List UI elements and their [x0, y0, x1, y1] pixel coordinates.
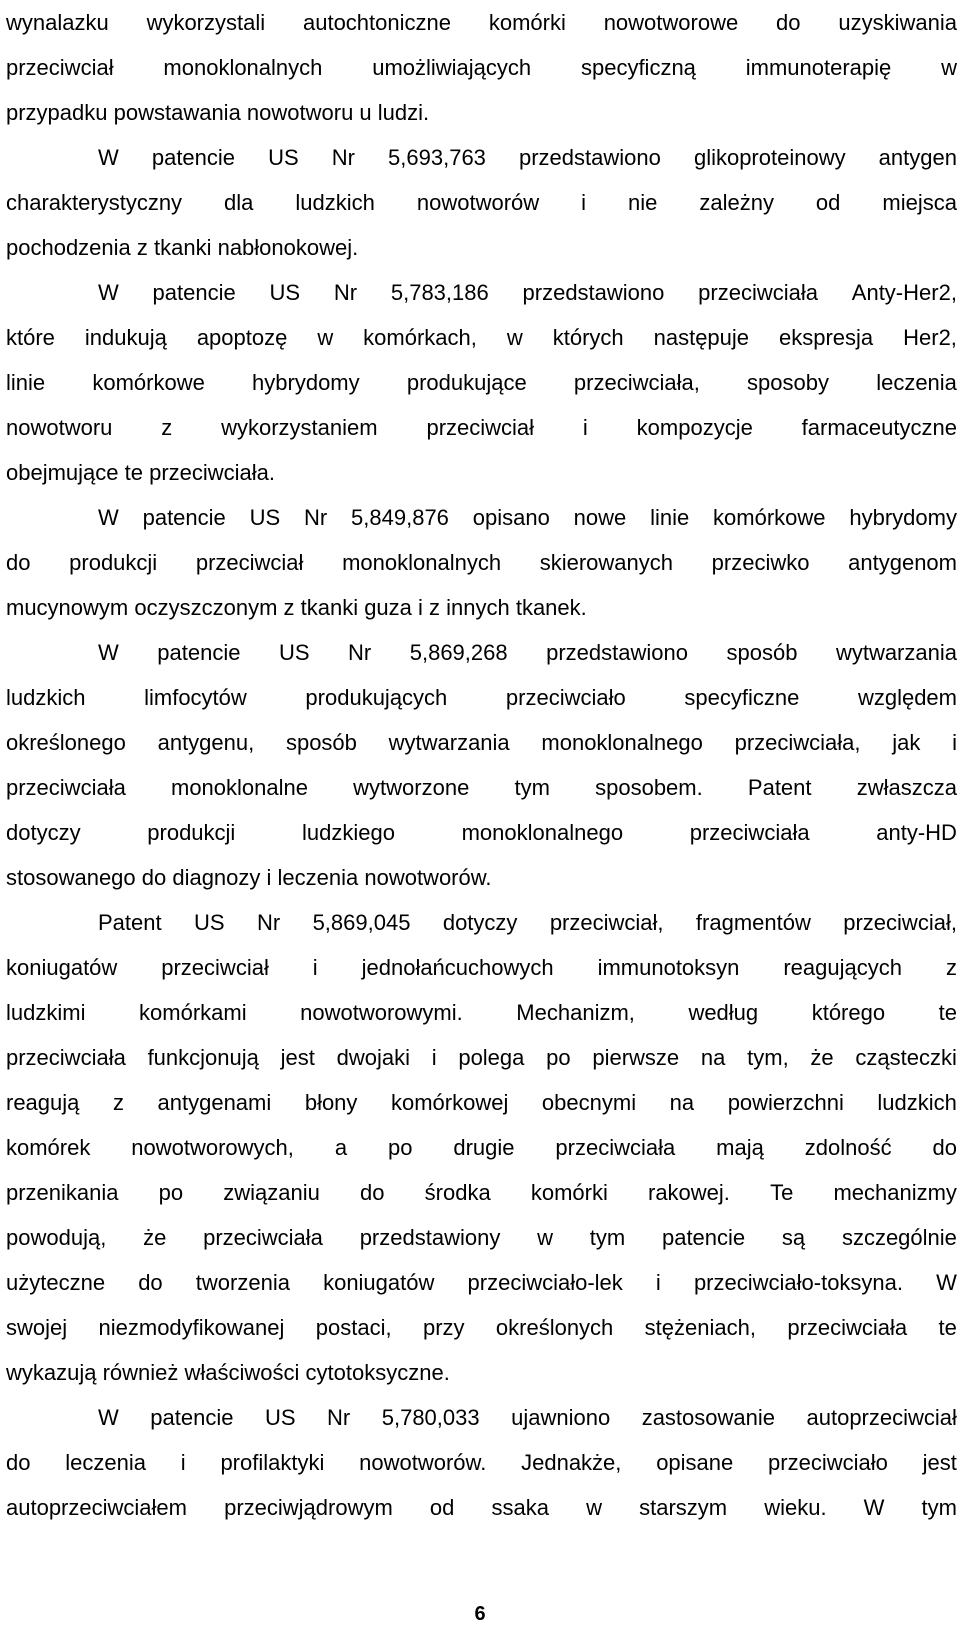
word: określonego — [6, 730, 126, 755]
word: immunoterapię — [745, 55, 892, 80]
word: w — [537, 1225, 553, 1250]
document-body — [6, 0, 957, 1530]
word: autochtoniczne — [302, 10, 451, 35]
word: patencie — [157, 640, 241, 665]
word: ludzkich — [877, 1090, 957, 1115]
word: w — [317, 325, 334, 350]
word: funkcjonują — [147, 1045, 259, 1070]
text-line — [6, 540, 957, 585]
word: jest — [280, 1045, 315, 1070]
word: Te — [770, 1180, 794, 1205]
word: monoklonalnego — [541, 730, 703, 755]
word: nowe — [573, 505, 627, 530]
word: produkcji — [147, 820, 236, 845]
word: jak — [892, 730, 921, 755]
word: względem — [857, 685, 957, 710]
word: dwojaki — [336, 1045, 410, 1070]
word: wytworzone — [353, 775, 470, 800]
word: Mechanizm, — [516, 1000, 635, 1025]
word: autoprzeciwciał — [806, 1405, 957, 1430]
word: rakowej. — [648, 1180, 730, 1205]
word: przeciwciała — [555, 1135, 676, 1160]
word: przedstawiony — [359, 1225, 501, 1250]
text-line — [6, 45, 957, 90]
word: W — [98, 505, 119, 530]
word: reagują — [6, 1090, 80, 1115]
word: komórkach, — [363, 325, 477, 350]
word: te — [938, 1315, 957, 1340]
word: przeciwciała — [689, 820, 810, 845]
word: 5,869,268 — [409, 640, 508, 665]
word: ekspresja — [779, 325, 874, 350]
word: przenikania — [6, 1180, 119, 1205]
word: z — [112, 1090, 124, 1115]
word: patencie — [151, 145, 236, 170]
word: patencie — [661, 1225, 746, 1250]
word: anty-HD — [876, 820, 957, 845]
word: miejsca — [882, 190, 957, 215]
word: nowotworowe — [603, 10, 739, 35]
word: które — [6, 325, 55, 350]
word: powodują, — [6, 1225, 107, 1250]
word: związaniu — [223, 1180, 320, 1205]
word: W — [98, 280, 119, 305]
word: apoptozę — [196, 325, 288, 350]
word: US — [268, 145, 299, 170]
word: dotyczy — [6, 820, 81, 845]
word: leczenia — [65, 1450, 146, 1475]
word: obecnymi — [541, 1090, 637, 1115]
word: W — [863, 1495, 885, 1520]
word: przeciwciała — [787, 1315, 908, 1340]
word: i — [655, 1270, 661, 1295]
word: sposoby — [747, 370, 829, 395]
word: wykorzystaniem — [221, 415, 378, 440]
word: umożliwiających — [372, 55, 532, 80]
word: 5,869,045 — [312, 910, 411, 935]
word: charakterystyczny — [6, 190, 183, 215]
word: opisano — [472, 505, 550, 530]
word: wykorzystali — [146, 10, 266, 35]
word: do — [6, 1450, 31, 1475]
word: w — [586, 1495, 602, 1520]
word: kompozycje — [636, 415, 753, 440]
word: US — [249, 505, 281, 530]
word: i — [952, 730, 957, 755]
word: produkujących — [305, 685, 448, 710]
word: Jednakże, — [521, 1450, 622, 1475]
word: indukują — [84, 325, 167, 350]
word: swojej — [6, 1315, 68, 1340]
word: przy — [422, 1315, 465, 1340]
word: US — [194, 910, 225, 935]
word: leczenia — [876, 370, 957, 395]
word: do — [138, 1270, 163, 1295]
text-line: wykazują również właściwości cytotoksyczne. — [6, 1360, 450, 1385]
word: opisane — [656, 1450, 734, 1475]
word: przeciwciał — [195, 550, 304, 575]
word: wytwarzania — [835, 640, 957, 665]
word: zależny — [699, 190, 774, 215]
word: farmaceutyczne — [801, 415, 957, 440]
word: autoprzeciwciałem — [6, 1495, 187, 1520]
word: po — [387, 1135, 413, 1160]
word: a — [334, 1135, 348, 1160]
word: Nr — [304, 505, 328, 530]
word: mechanizmy — [833, 1180, 957, 1205]
word: US — [269, 280, 301, 305]
word: nowotworowych, — [131, 1135, 294, 1160]
paragraph — [6, 135, 957, 270]
word: przeciwciała — [203, 1225, 323, 1250]
text-line — [6, 1260, 957, 1305]
word: w — [506, 325, 523, 350]
word: tym, — [747, 1045, 789, 1070]
word: specyficzne — [684, 685, 800, 710]
word: po — [546, 1045, 571, 1070]
word: zastosowanie — [641, 1405, 775, 1430]
text-line — [6, 1080, 957, 1125]
word: cząsteczki — [855, 1045, 957, 1070]
word: ludzkimi — [6, 1000, 86, 1025]
word: 5,780,033 — [381, 1405, 480, 1430]
word: szczególnie — [841, 1225, 957, 1250]
text-line — [6, 1215, 957, 1260]
word: produkcji — [69, 550, 158, 575]
word: komórkowe — [92, 370, 205, 395]
text-line — [6, 0, 957, 45]
word: przedstawiono — [546, 640, 688, 665]
word: fragmentów — [695, 910, 811, 935]
word: starszym — [639, 1495, 728, 1520]
text-line — [6, 1035, 957, 1080]
word: dla — [224, 190, 254, 215]
word: stężeniach, — [644, 1315, 756, 1340]
word: przeciwciał, — [549, 910, 664, 935]
text-line — [6, 945, 957, 990]
word: od — [429, 1495, 455, 1520]
page-number: 6 — [474, 1603, 486, 1625]
word: monoklonalne — [171, 775, 308, 800]
word: do — [6, 550, 31, 575]
word: Anty-Her2, — [851, 280, 957, 305]
word: powierzchni — [727, 1090, 844, 1115]
paragraph — [6, 1395, 957, 1530]
word: określonych — [495, 1315, 614, 1340]
word: koniugatów — [323, 1270, 435, 1295]
word: nowotworów. — [359, 1450, 487, 1475]
text-line — [6, 405, 957, 450]
word: następuje — [653, 325, 750, 350]
text-line — [6, 1305, 957, 1350]
word: hybrydomy — [849, 505, 957, 530]
word: pierwsze — [592, 1045, 680, 1070]
word: zwłaszcza — [856, 775, 957, 800]
word: mają — [716, 1135, 764, 1160]
text-line: przypadku powstawania nowotworu u ludzi. — [6, 100, 430, 125]
word: drugie — [453, 1135, 515, 1160]
word: nowotworowymi. — [300, 1000, 463, 1025]
word: na — [700, 1045, 726, 1070]
word: dotyczy — [442, 910, 518, 935]
word: ludzkich — [295, 190, 375, 215]
word: przeciwko — [711, 550, 810, 575]
word: do — [776, 10, 801, 35]
text-line — [6, 765, 957, 810]
word: ssaka — [491, 1495, 549, 1520]
word: że — [810, 1045, 834, 1070]
text-line — [6, 360, 957, 405]
word: przeciwciała, — [734, 730, 861, 755]
word: monoklonalnych — [163, 55, 323, 80]
word: wynalazku — [6, 10, 109, 35]
word: glikoproteinowy — [693, 145, 846, 170]
word: ludzkich — [6, 685, 86, 710]
word: i — [312, 955, 318, 980]
word: antygen — [878, 145, 957, 170]
word: sposób — [726, 640, 798, 665]
text-line — [6, 810, 957, 855]
word: patencie — [142, 505, 226, 530]
paragraph — [6, 495, 957, 630]
word: tym — [589, 1225, 626, 1250]
word: komórek — [6, 1135, 91, 1160]
word: koniugatów — [6, 955, 118, 980]
word: z — [945, 955, 957, 980]
text-line — [6, 990, 957, 1035]
word: według — [688, 1000, 759, 1025]
word: przeciwciało — [505, 685, 626, 710]
word: do — [360, 1180, 385, 1205]
word: polega — [458, 1045, 525, 1070]
text-line — [6, 1485, 957, 1530]
word: monoklonalnych — [342, 550, 502, 575]
word: US — [278, 640, 310, 665]
word: reagujących — [783, 955, 902, 980]
word: monoklonalnego — [461, 820, 624, 845]
word: te — [938, 1000, 957, 1025]
word: skierowanych — [539, 550, 674, 575]
word: i — [581, 190, 587, 215]
word: że — [143, 1225, 167, 1250]
word: tym — [514, 775, 550, 800]
word: sposobem. — [595, 775, 703, 800]
word: przedstawiono — [522, 280, 665, 305]
word: komórkowe — [713, 505, 826, 530]
text-line — [6, 315, 957, 360]
word: Nr — [348, 640, 372, 665]
word: nowotworów — [416, 190, 540, 215]
word: uzyskiwania — [838, 10, 957, 35]
text-line — [6, 1395, 957, 1440]
text-line — [6, 675, 957, 720]
word: przedstawiono — [519, 145, 661, 170]
word: produkujące — [406, 370, 527, 395]
word: niezmodyfikowanej — [98, 1315, 285, 1340]
word: są — [781, 1225, 806, 1250]
word: Her2, — [903, 325, 957, 350]
word: przeciwciał — [161, 955, 269, 980]
text-line — [6, 900, 957, 945]
word: Nr — [331, 145, 355, 170]
text-line — [6, 495, 957, 540]
word: przeciwciała — [698, 280, 818, 305]
paragraph — [6, 900, 957, 1395]
text-line — [6, 1170, 957, 1215]
word: Nr — [327, 1405, 351, 1430]
word: przeciwciało-toksyna. — [693, 1270, 904, 1295]
word: antygenu, — [157, 730, 255, 755]
word: użyteczne — [6, 1270, 106, 1295]
word: nowotworu — [6, 415, 113, 440]
word: Patent — [747, 775, 812, 800]
word: patencie — [152, 280, 236, 305]
word: komórkami — [139, 1000, 247, 1025]
word: środka — [424, 1180, 491, 1205]
word: ludzkiego — [301, 820, 395, 845]
word: błony — [304, 1090, 358, 1115]
word: przeciwciała — [6, 1045, 126, 1070]
word: wieku. — [764, 1495, 827, 1520]
word: immunotoksyn — [597, 955, 740, 980]
text-line — [6, 270, 957, 315]
word: zdolność — [804, 1135, 892, 1160]
word: przeciwciało — [768, 1450, 888, 1475]
text-line: pochodzenia z tkanki nabłonokowej. — [6, 235, 359, 260]
word: tworzenia — [195, 1270, 290, 1295]
word: przeciwciało-lek — [467, 1270, 623, 1295]
word: do — [932, 1135, 957, 1160]
word: W — [98, 145, 119, 170]
word: profilaktyki — [220, 1450, 325, 1475]
word: których — [552, 325, 624, 350]
paragraph — [6, 630, 957, 900]
word: patencie — [150, 1405, 234, 1430]
word: linie — [6, 370, 46, 395]
word: od — [815, 190, 841, 215]
word: przeciwciała — [6, 775, 126, 800]
word: w — [941, 55, 957, 80]
word: specyficzną — [580, 55, 696, 80]
word: przeciwciał — [6, 55, 114, 80]
word: komórkowej — [390, 1090, 509, 1115]
word: Nr — [256, 910, 281, 935]
word: antygenom — [848, 550, 957, 575]
word: postaci, — [315, 1315, 392, 1340]
word: po — [158, 1180, 184, 1205]
text-line: stosowanego do diagnozy i leczenia nowotworów. — [6, 865, 492, 890]
text-line — [6, 135, 957, 180]
word: sposób — [285, 730, 357, 755]
text-line — [6, 1125, 957, 1170]
text-line: mucynowym oczyszczonym z tkanki guza i z innych tkanek. — [6, 595, 587, 620]
word: przeciwciał, — [843, 910, 957, 935]
word: z — [161, 415, 173, 440]
word: nie — [628, 190, 658, 215]
word: W — [98, 640, 119, 665]
paragraph — [6, 270, 957, 495]
word: Patent — [98, 910, 162, 935]
text-line: obejmujące te przeciwciała. — [6, 460, 276, 485]
text-line — [6, 630, 957, 675]
word: i — [180, 1450, 186, 1475]
paragraph — [6, 0, 957, 135]
word: 5,693,763 — [388, 145, 486, 170]
word: komórki — [530, 1180, 608, 1205]
word: Nr — [333, 280, 358, 305]
word: jednołańcuchowych — [361, 955, 554, 980]
text-line — [6, 1440, 957, 1485]
word: tym — [921, 1495, 957, 1520]
word: antygenami — [157, 1090, 272, 1115]
word: i — [582, 415, 588, 440]
word: linie — [650, 505, 690, 530]
word: 5,849,876 — [351, 505, 449, 530]
word: 5,783,186 — [390, 280, 489, 305]
word: limfocytów — [144, 685, 247, 710]
word: W — [936, 1270, 957, 1295]
word: wytwarzania — [388, 730, 510, 755]
word: przeciwciała, — [573, 370, 700, 395]
word: hybrydomy — [252, 370, 360, 395]
word: przeciwciał — [426, 415, 535, 440]
word: US — [264, 1405, 296, 1430]
word: i — [431, 1045, 437, 1070]
text-line — [6, 720, 957, 765]
word: na — [669, 1090, 695, 1115]
word: ujawniono — [511, 1405, 611, 1430]
word: przeciwjądrowym — [224, 1495, 393, 1520]
word: jest — [922, 1450, 957, 1475]
word: którego — [811, 1000, 886, 1025]
word: W — [98, 1405, 119, 1430]
word: komórki — [488, 10, 566, 35]
text-line — [6, 180, 957, 225]
